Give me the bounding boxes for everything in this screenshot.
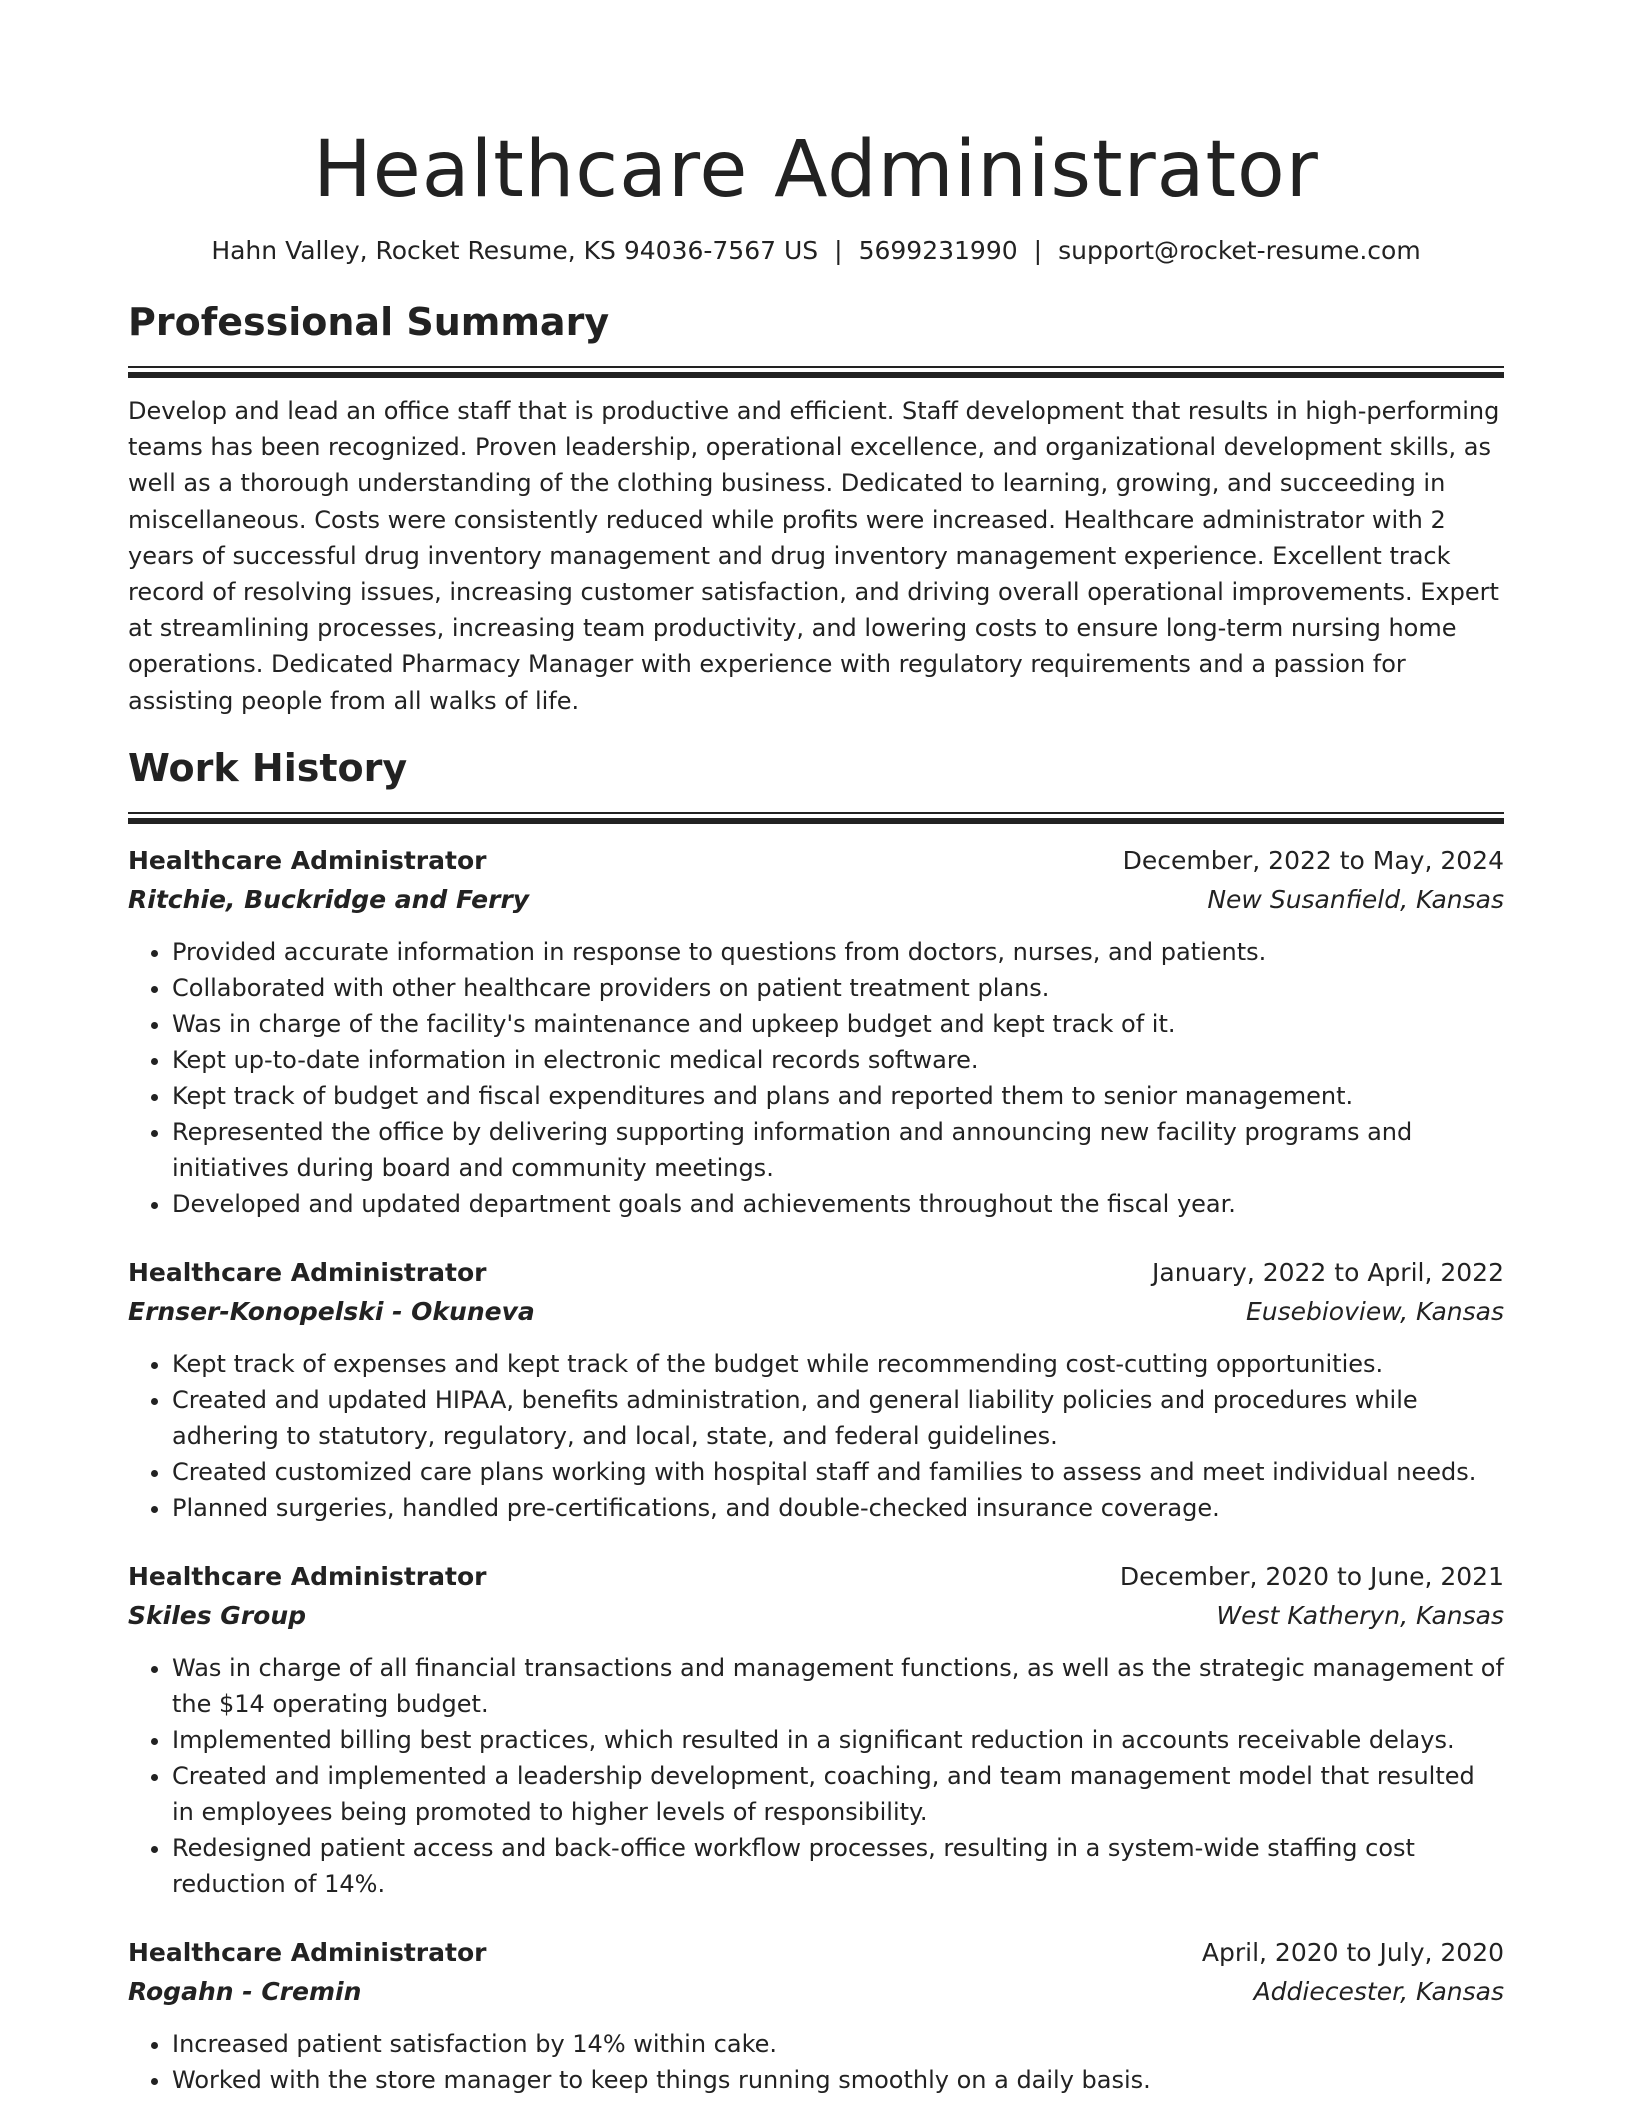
job-bullet: • Implemented billing best practices, which resulted in a significant reduction in accounts receivable delays.: [172, 1722, 1504, 1758]
section-title-work-history: Work History: [128, 745, 408, 790]
job-bullets: [128, 1650, 1504, 1902]
job-bullet: • Provided accurate information in response to questions from doctors, nurses, and patients.: [172, 934, 1504, 970]
job-bullet: • Represented the office by delivering supporting information and announcing new facility programs and initiatives during board and community meetings.: [172, 1114, 1504, 1186]
section-divider: [128, 366, 1504, 378]
section-divider: [128, 812, 1504, 824]
job-bullet: • Created and implemented a leadership development, coaching, and team management model that resulted in employees being promoted to higher levels of responsibility.: [172, 1758, 1504, 1830]
resume-page: [128, 0, 1504, 2098]
job-entry: [128, 1558, 1504, 1902]
job-bullet: • Redesigned patient access and back-office workflow processes, resulting in a system-wide staffing cost reduction of 14%.: [172, 1830, 1504, 1902]
job-location: West Katheryn, Kansas: [1216, 1600, 1504, 1630]
job-location: Addiecester, Kansas: [1253, 1976, 1504, 2006]
job-title: Healthcare Administrator: [128, 845, 487, 875]
job-bullet: • Kept up-to-date information in electronic medical records software.: [172, 1042, 1504, 1078]
contact-separator: |: [1033, 236, 1043, 265]
summary-text: Develop and lead an office staff that is productive and efficient. Staff development that results in high-performing teams has been recognized. Proven leadership, operational excellence, and organizational development skills, as well as a thorough understanding of the clothing business. Dedicated to learning, growing, and succeeding in miscellaneous. Costs were consistently reduced while profits were increased. Healthcare administrator with 2 years of successful drug inventory management and drug inventory management experience. Excellent track record of resolving issues, increasing customer satisfaction, and driving overall operational improvements. Expert at streamlining processes, increasing team productivity, and lowering costs to ensure long-term nursing home operations. Dedicated Pharmacy Manager with experience with regulatory requirements and a passion for assisting people from all walks of life.: [128, 397, 1500, 715]
contact-phone: 5699231990: [858, 236, 1018, 265]
resume-name: Healthcare Administrator: [313, 125, 1319, 215]
job-bullet: • Developed and updated department goals and achievements throughout the fiscal year.: [172, 1186, 1504, 1222]
job-bullet: • Was in charge of the facility's maintenance and upkeep budget and kept track of it.: [172, 1006, 1504, 1042]
job-title: Healthcare Administrator: [128, 1257, 487, 1287]
job-title: Healthcare Administrator: [128, 1937, 487, 1967]
job-bullet: • Worked with the store manager to keep things running smoothly on a daily basis.: [172, 2062, 1504, 2098]
contact-separator: |: [834, 236, 843, 265]
job-dates: December, 2020 to June, 2021: [1119, 1561, 1504, 1591]
job-bullets: [128, 2026, 1504, 2098]
job-bullet: • Kept track of expenses and kept track of the budget while recommending cost-cutting opportunities.: [172, 1346, 1504, 1382]
job-bullet: • Increased patient satisfaction by 14% within cake.: [172, 2026, 1504, 2062]
job-entry: [128, 842, 1504, 1222]
job-bullet: • Created and updated HIPAA, benefits administration, and general liability policies and procedures while adhering to statutory, regulatory, and local, state, and federal guidelines.: [172, 1382, 1504, 1454]
job-company: Ernser-Konopelski - Okuneva: [128, 1296, 535, 1326]
contact-line: [128, 234, 1504, 268]
job-bullet: • Created customized care plans working with hospital staff and families to assess and meet individual needs.: [172, 1454, 1504, 1490]
job-bullets: [128, 1346, 1504, 1526]
job-bullet: • Planned surgeries, handled pre-certifications, and double-checked insurance coverage.: [172, 1490, 1504, 1526]
job-bullet: • Kept track of budget and fiscal expenditures and plans and reported them to senior management.: [172, 1078, 1504, 1114]
contact-email: support@rocket-resume.com: [1058, 236, 1421, 265]
job-dates: January, 2022 to April, 2022: [1152, 1257, 1504, 1287]
job-company: Ritchie, Buckridge and Ferry: [128, 884, 530, 914]
job-title: Healthcare Administrator: [128, 1561, 487, 1591]
job-bullet: • Collaborated with other healthcare providers on patient treatment plans.: [172, 970, 1504, 1006]
job-company: Rogahn - Cremin: [128, 1976, 362, 2006]
job-company: Skiles Group: [128, 1600, 307, 1630]
job-entry: [128, 1934, 1504, 2098]
job-bullets: [128, 934, 1504, 1222]
job-location: Eusebioview, Kansas: [1245, 1296, 1504, 1326]
job-location: New Susanfield, Kansas: [1207, 884, 1504, 914]
job-dates: December, 2022 to May, 2024: [1122, 845, 1504, 875]
job-dates: April, 2020 to July, 2020: [1201, 1937, 1504, 1967]
job-bullet: • Was in charge of all financial transactions and management functions, as well as the strategic management of the $14 operating budget.: [172, 1650, 1504, 1722]
section-title-summary: Professional Summary: [128, 300, 610, 344]
contact-address: Hahn Valley, Rocket Resume, KS 94036-7567 US: [211, 236, 819, 265]
job-entry: [128, 1254, 1504, 1526]
